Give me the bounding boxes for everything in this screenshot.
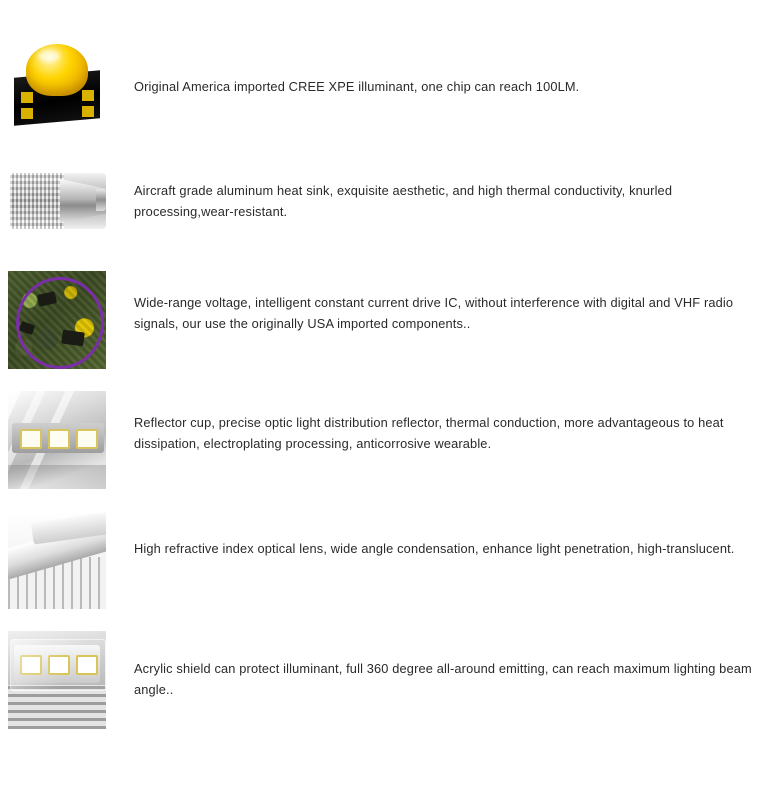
feature-row [0, 391, 784, 489]
feature-row [0, 151, 784, 249]
feature-description: Wide-range voltage, intelligent constant current drive IC, without interference with digital and VHF radio signals, our use the originally USA imported components.. [134, 295, 734, 331]
acrylic-cover [10, 639, 106, 691]
reflector-shadow [8, 465, 106, 489]
cree-xpe-led-emitter-image [8, 32, 106, 130]
feature-row [0, 32, 784, 130]
aluminum-heat-sink-image [8, 151, 106, 249]
reflector-cup-image [8, 391, 106, 489]
feature-description: Original America imported CREE XPE illuminant, one chip can reach 100LM. [134, 79, 580, 94]
feature-row [0, 271, 784, 369]
led-phosphor-dome [26, 44, 88, 96]
led-solder-pad [82, 90, 94, 101]
led-solder-pad [82, 106, 94, 117]
heat-sink-tip [96, 189, 106, 211]
acrylic-shield-image [8, 631, 106, 729]
optical-lens-image [8, 511, 106, 609]
led-solder-pad [21, 92, 33, 103]
feature-row [0, 631, 784, 729]
highlight-circle [16, 277, 104, 369]
heat-sink-fins [8, 685, 106, 729]
led-solder-pad [21, 108, 33, 119]
feature-description: Aircraft grade aluminum heat sink, exquisite aesthetic, and high thermal conductivity, knurled processing,wear-resistant. [134, 183, 673, 219]
constant-current-driver-pcb-image [8, 271, 106, 369]
led-chip [76, 429, 98, 449]
feature-description: High refractive index optical lens, wide angle condensation, enhance light penetration, high-translucent. [134, 541, 735, 556]
led-chip [20, 429, 42, 449]
feature-row [0, 511, 784, 609]
led-chip [48, 429, 70, 449]
feature-description: Reflector cup, precise optic light distribution reflector, thermal conduction, more advantageous to heat dissipation, electroplating processing, anticorrosive wearable. [134, 415, 724, 451]
feature-description: Acrylic shield can protect illuminant, full 360 degree all-around emitting, can reach maximum lighting beam angle.. [134, 661, 752, 697]
knurled-surface-cross [10, 173, 64, 229]
